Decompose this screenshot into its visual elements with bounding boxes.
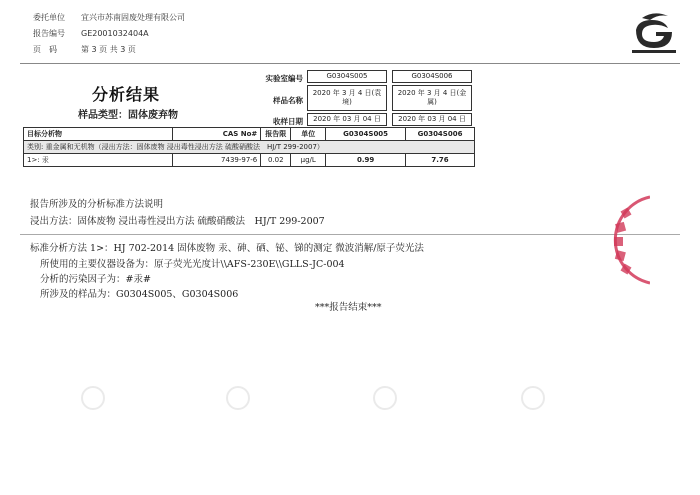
receive-date-cell-2: 2020 年 03 月 04 日: [392, 113, 472, 126]
notes-heading: 报告所涉及的分析标准方法说明: [30, 199, 164, 210]
sample-name-label: 样品名称: [273, 96, 303, 105]
watermark-logo-icon: [80, 385, 106, 411]
page-value: 第 3 页 共 3 页: [81, 45, 136, 54]
client-line: [33, 12, 185, 23]
report-no-line: [33, 28, 149, 39]
report-no-value: GE2001032404A: [81, 29, 149, 38]
lab-no-label: 实验室编号: [265, 74, 303, 83]
receive-date-cell-1: 2020 年 03 月 04 日: [307, 113, 387, 126]
sample-name-cell-2: 2020 年 3 月 4 日(金属): [392, 85, 472, 111]
category-row: [24, 141, 475, 154]
unit-cell: μg/L: [291, 154, 326, 167]
cas-cell: 7439-97-6: [173, 154, 261, 167]
sample1-value-cell: 0.99: [326, 154, 406, 167]
table-header-row: [24, 128, 475, 141]
page-line: [33, 44, 136, 55]
col-limit-header: 报告限: [261, 128, 291, 141]
report-no-label: 报告编号: [33, 29, 65, 38]
header-rule: [20, 63, 680, 64]
notes-samples: 所涉及的样品为：G0304S005、G0304S006: [40, 289, 239, 300]
report-end: ***报告结束***: [315, 302, 382, 313]
lab-no-cell-2: G0304S006: [392, 70, 472, 83]
sample2-value-cell: 7.76: [406, 154, 475, 167]
receive-date-label: 收样日期: [273, 117, 303, 126]
notes-rule: [20, 234, 680, 235]
notes-standard-method: 标准分析方法 1>：HJ 702-2014 固体废物 汞、砷、硒、铋、锑的测定 微波消解/原子荧光法: [30, 243, 424, 254]
notes-instrument: 所使用的主要仪器设备为：原子荧光光度计\\AFS-230E\\GLLS-JC-004: [40, 259, 345, 270]
notes-pollutant: 分析的污染因子为：#汞#: [40, 274, 151, 285]
col-sample1-header: G0304S005: [326, 128, 406, 141]
sample-name-cell-1: 2020 年 3 月 4 日(袁境): [307, 85, 387, 111]
client-value: 宜兴市苏南固废处理有限公司: [81, 13, 185, 22]
client-label: 委托单位: [33, 13, 65, 22]
results-table: [23, 127, 475, 167]
company-seal-stamp-icon: [600, 195, 650, 285]
page-label: 页 码: [33, 45, 57, 54]
table-row: [24, 154, 475, 167]
watermark-logo-icon: [372, 385, 398, 411]
col-cas-header: CAS No#: [173, 128, 261, 141]
limit-cell: 0.02: [261, 154, 291, 167]
sample-type: 样品类型：固体废弃物: [78, 110, 178, 121]
col-unit-header: 单位: [291, 128, 326, 141]
lab-no-cell-1: G0304S005: [307, 70, 387, 83]
watermark-logo-icon: [520, 385, 546, 411]
company-logo-icon: [628, 8, 680, 54]
watermark-logo-icon: [225, 385, 251, 411]
category-label: 类别: 重金属和无机物（浸出方法：固体废物 浸出毒性浸出方法 硫酸硝酸法 HJ/T 299-2007）: [24, 141, 475, 154]
analyte-cell: 1>: 汞: [24, 154, 173, 167]
page-title: 分析结果: [92, 85, 161, 104]
col-analyte-header: 目标分析物: [24, 128, 173, 141]
col-sample2-header: G0304S006: [406, 128, 475, 141]
notes-leaching-method: 浸出方法：固体废物 浸出毒性浸出方法 硫酸硝酸法 HJ/T 299-2007: [30, 216, 325, 227]
